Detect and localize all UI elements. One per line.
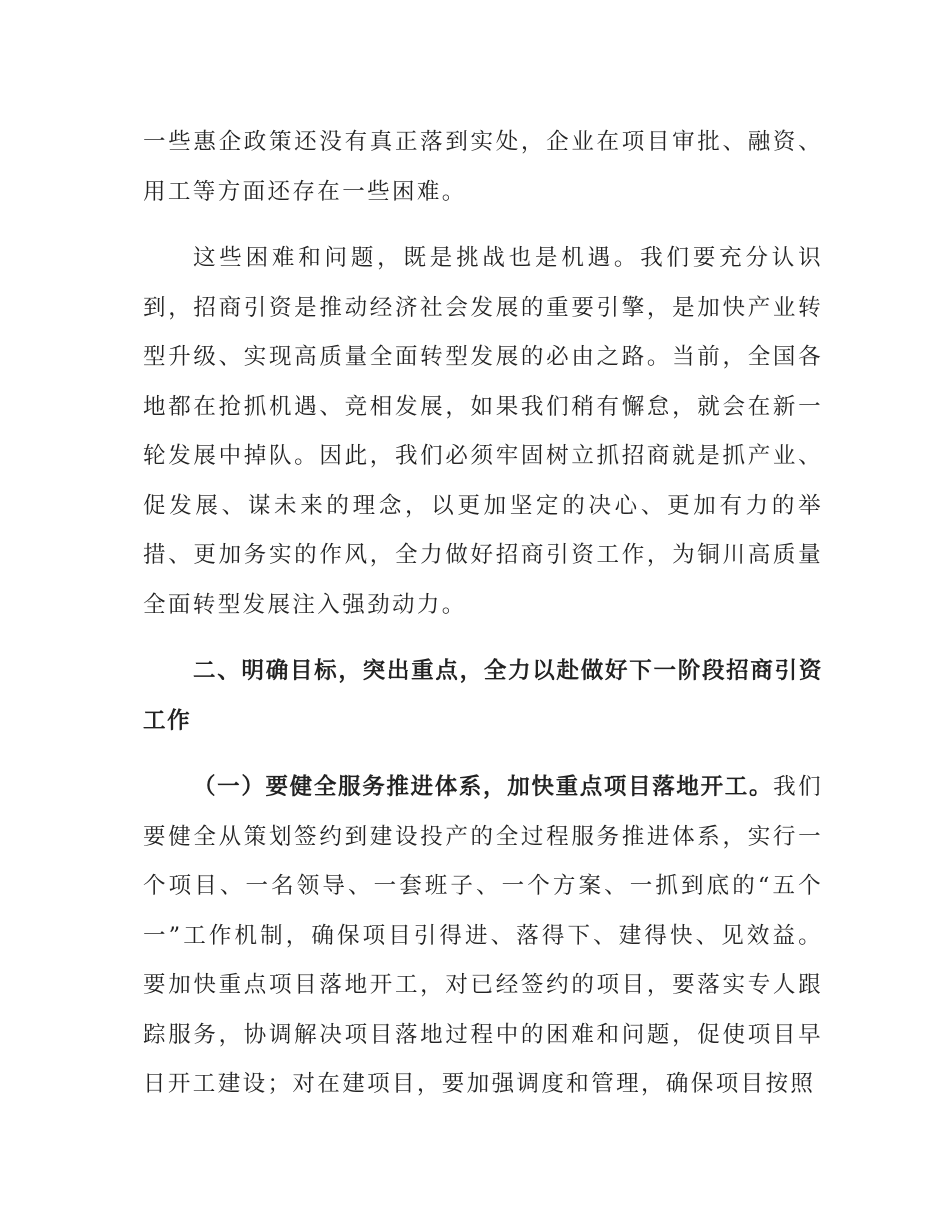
subsection-lead: （一）要健全服务推进体系，加快重点项目落地开工。 <box>193 774 774 800</box>
paragraph-challenges-opportunities: 这些困难和问题，既是挑战也是机遇。我们要充分认识到，招商引资是推动经济社会发展的重要引擎，是加快产业转型升级、实现高质量全面转型发展的必由之路。当前，全国各地都在抢抓机遇、竞相发展，如果我们稍有懈怠，就会在新一轮发展中掉队。因此，我们必须牢固树立抓招商就是抓产业、促发展、谋未来的理念，以更加坚定的决心、更加有力的举措、更加务实的作风，全力做好招商引资工作，为铜川高质量全面转型发展注入强劲动力。 <box>143 245 823 618</box>
subsection-body: 我们要健全从策划签约到建设投产的全过程服务推进体系，实行一个项目、一名领导、一套班子、一个方案、一抓到底的“五个一”工作机制，确保项目引得进、落得下、建得快、见效益。要加快重点项目落地开工，对已经签约的项目，要落实专人跟踪服务，协调解决项目落地过程中的困难和问题，促使项目早日开工建设；对在建项目，要加强调度和管理，确保项目按照 <box>143 774 823 1097</box>
subsection-paragraph <box>143 763 823 1110</box>
document-body <box>143 118 823 1110</box>
section-heading: 二、明确目标，突出重点，全力以赴做好下一阶段招商引资工作 <box>143 658 823 734</box>
paragraph-continuation: 一些惠企政策还没有真正落到实处，企业在项目审批、融资、用工等方面还存在一些困难。 <box>143 129 823 205</box>
